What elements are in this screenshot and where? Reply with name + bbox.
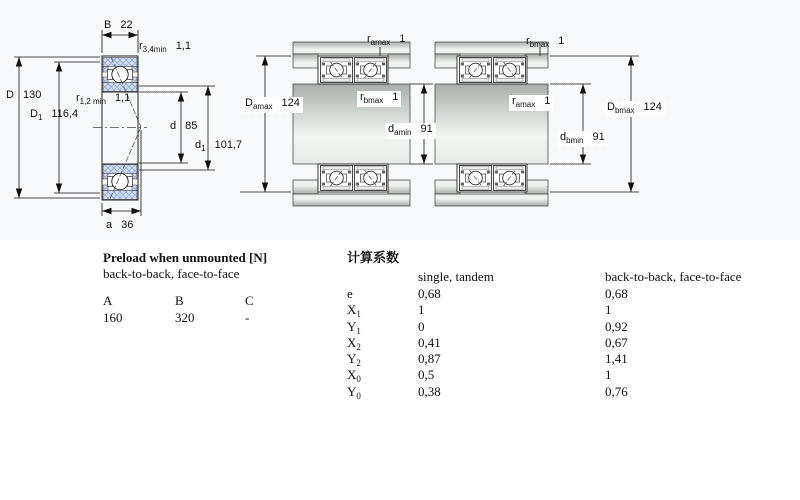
dim-label-dbmin: $d_{bmin}$ 91 [557,131,608,147]
factor-value: 0,68 [605,286,628,301]
arrangement-b-dimensions [540,47,639,192]
factor-label: $X_2$ [347,334,361,352]
preload-value-B: 320 [175,310,195,325]
preload-col-B: B [175,293,184,308]
factors-col-btb [605,286,628,400]
preload-value-A: 160 [103,310,123,325]
dim-label-damin: $d_{amin}$ 91 [385,123,436,139]
preload-col-C: C [245,293,254,308]
dim-label-r12: $r_{1,2 min}$ 1,1 [76,92,131,106]
dim-label-rbmax-a: $r_{bmax}$ 1 [357,91,401,107]
preload-value-C: - [245,310,250,325]
dim-label-rbmax-b: $r_{bmax}$ 1 [526,35,565,49]
factor-value: 0,5 [418,367,435,383]
factor-value: 1 [605,367,612,383]
factor-value: 0,68 [418,286,441,301]
dim-label-d1: $d_1$ 101,7 [195,139,243,153]
factors-title: 计算系数 [347,250,400,265]
factor-label: $X_0$ [347,367,361,385]
factor-label: $Y_2$ [347,351,361,369]
factor-label: e [347,286,353,301]
dim-label-ramax-a: $r_{amax}$ 1 [367,33,406,47]
dim-label-B: B 22 [104,19,133,31]
factors-col-single [418,286,441,400]
factors-row-labels [347,286,361,400]
dim-label-Dbmax: $D_{bmax}$ 124 [604,101,665,117]
preload-title: Preload when unmounted [N] [103,250,268,265]
factor-value: 1,41 [605,351,628,367]
dim-label-Damax: $D_{amax}$ 124 [242,97,303,113]
dim-label-a: a 36 [106,219,134,231]
factor-value: 0,76 [605,383,628,399]
cross-section-drawing [93,56,147,200]
factor-value: 0 [418,318,425,334]
factor-label: $Y_1$ [347,318,361,336]
dim-label-r34: $r_{3,4min}$ 1,1 [139,40,191,54]
factors-header-btb: back-to-back, face-to-face [605,269,742,284]
factor-value: 0,38 [418,383,441,399]
dim-label-d: d 85 [170,120,198,132]
dim-label-D: D 130 [6,89,42,101]
factor-label: $X_1$ [347,302,361,320]
factor-value: 0,92 [605,318,628,334]
factor-value: 0,41 [418,334,441,350]
factor-value: 0,87 [418,351,441,367]
factor-label: $Y_0$ [347,383,361,401]
factor-value: 1 [418,302,425,318]
dim-label-ramax-b: $r_{amax}$ 1 [509,95,553,111]
arrangement-b-drawing [435,42,548,206]
factor-value: 1 [605,302,612,318]
dim-label-D1: $D_1$ 116,4 [30,108,79,122]
factor-value: 0,67 [605,334,628,350]
ball-top [112,66,128,82]
factors-header-single: single, tandem [418,269,494,284]
preload-subtitle: back-to-back, face-to-face [103,266,240,281]
preload-col-A: A [103,293,113,308]
